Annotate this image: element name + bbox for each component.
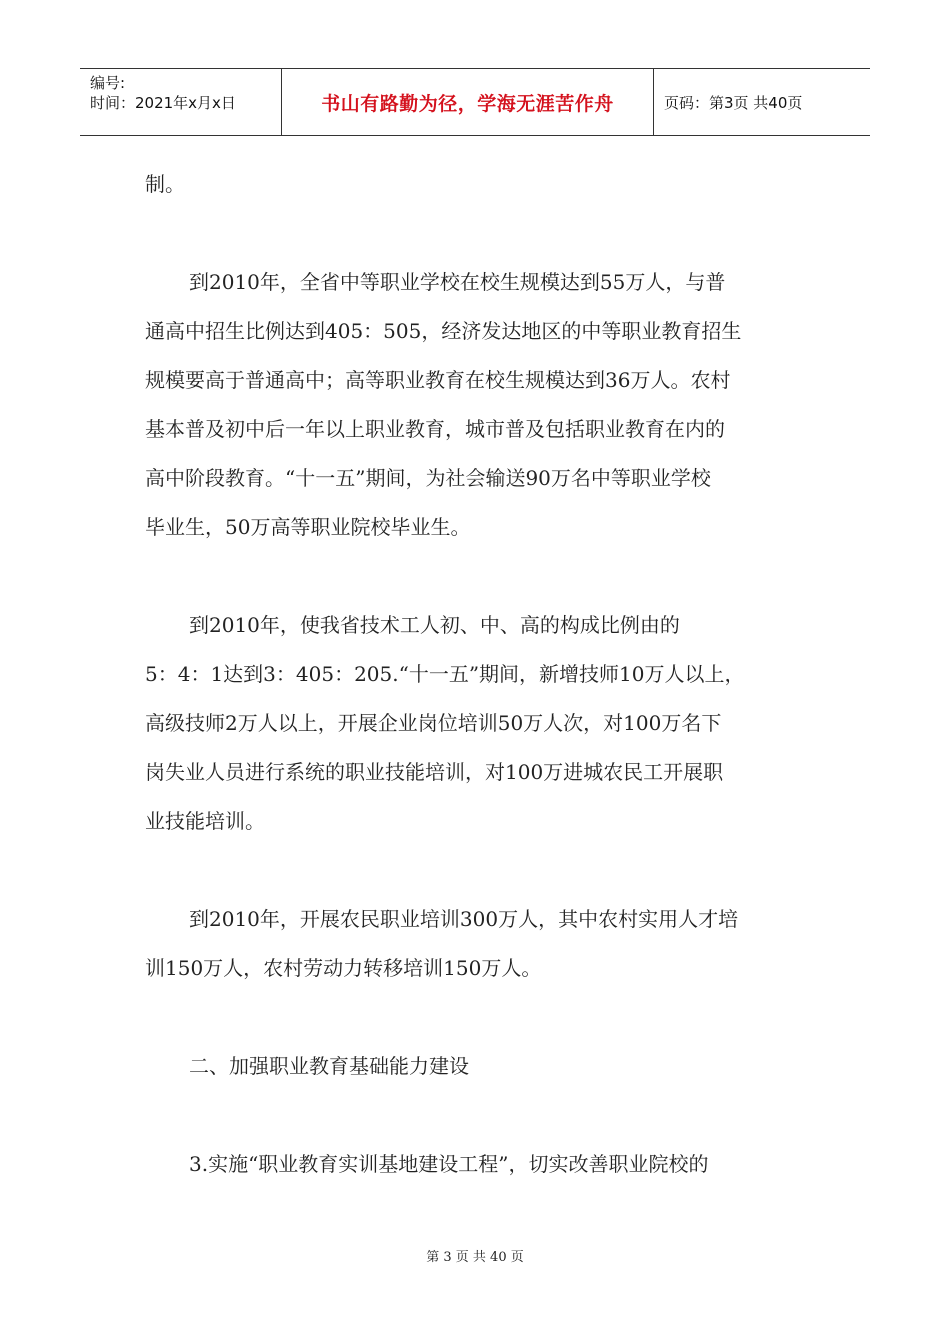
body-line: 岗失业人员进行系统的职业技能培训，对100万进城农民工开展职 [145, 760, 724, 784]
body-line: 到2010年，使我省技术工人初、中、高的构成比例由的 [189, 613, 680, 637]
body-line: 基本普及初中后一年以上职业教育，城市普及包括职业教育在内的 [145, 417, 725, 441]
body-line: 高中阶段教育。“十一五”期间，为社会输送90万名中等职业学校 [145, 466, 711, 490]
page-header [80, 68, 870, 136]
time-label: 时间：2021年x月x日 [90, 94, 236, 112]
body-line: 到2010年，开展农民职业培训300万人，其中农村实用人才培 [189, 907, 739, 931]
body-line: 毕业生，50万高等职业院校毕业生。 [145, 515, 471, 539]
body-line: 训150万人，农村劳动力转移培训150万人。 [145, 956, 542, 980]
body-line: 高级技师2万人以上，开展企业岗位培训50万人次，对100万名下 [145, 711, 722, 735]
header-page-cell [654, 69, 870, 135]
body-line: 业技能培训。 [145, 809, 265, 833]
header-meta [80, 69, 282, 135]
section-heading: 二、加强职业教育基础能力建设 [189, 1054, 469, 1078]
page-info: 页码：第3页 共40页 [664, 93, 803, 112]
header-motto-cell [282, 69, 654, 135]
body-line: 到2010年，全省中等职业学校在校生规模达到55万人，与普 [189, 270, 726, 294]
document-body [145, 160, 815, 1189]
footer-page-number: 第 3 页 共 40 页 [426, 1250, 524, 1265]
page-footer [0, 1246, 950, 1265]
motto-text: 书山有路勤为径，学海无涯苦作舟 [321, 92, 614, 115]
body-line: 制。 [145, 172, 185, 196]
body-line: 规模要高于普通高中；高等职业教育在校生规模达到36万人。农村 [145, 368, 731, 392]
body-line: 3.实施“职业教育实训基地建设工程”，切实改善职业院校的 [189, 1152, 709, 1176]
number-label: 编号: [90, 74, 126, 92]
body-line: 通高中招生比例达到405：505，经济发达地区的中等职业教育招生 [145, 319, 742, 343]
body-line: 5：4：1达到3：405：205.“十一五”期间，新增技师10万人以上， [145, 662, 745, 686]
